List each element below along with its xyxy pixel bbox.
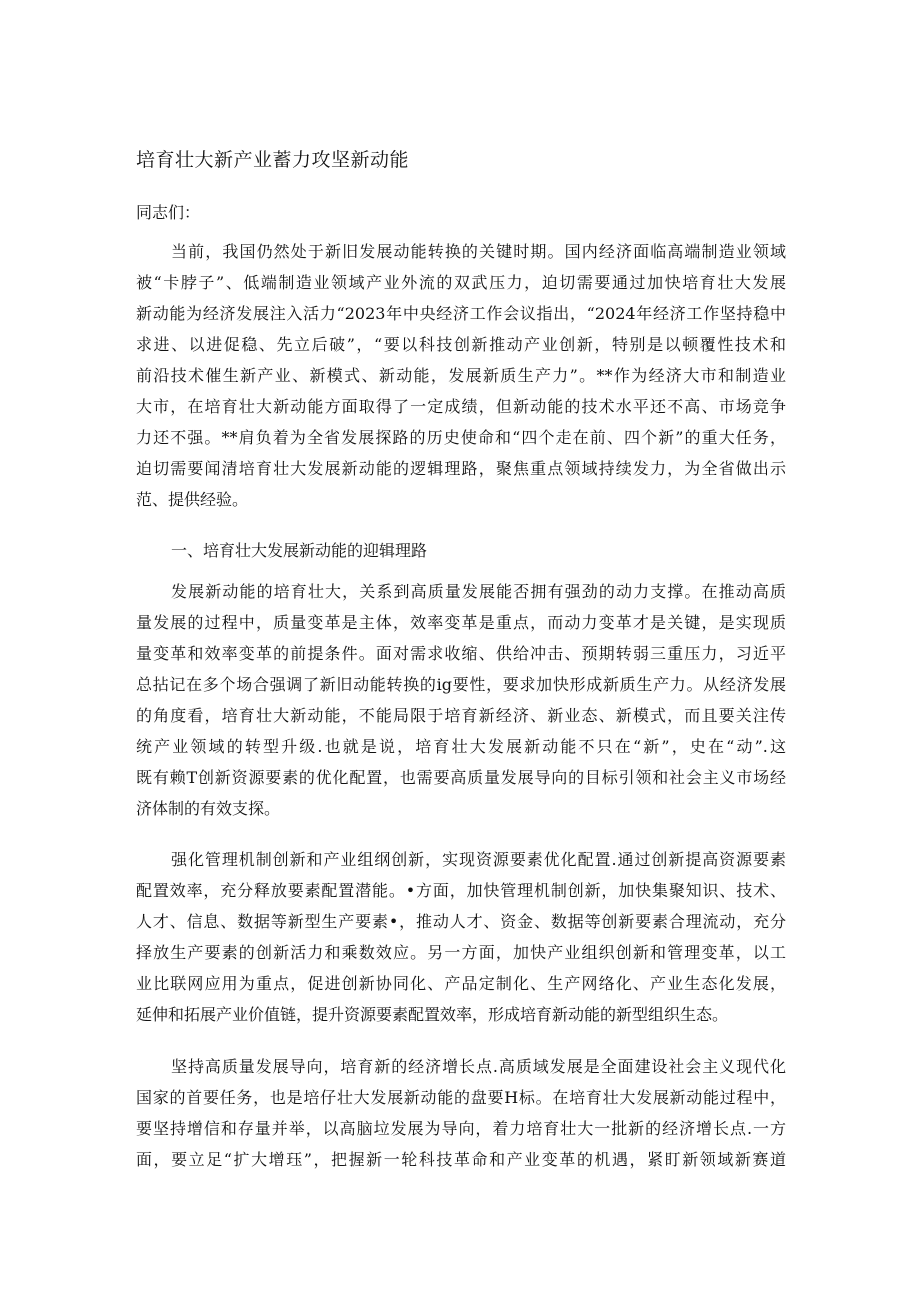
paragraph-4-line-2: 国家的首要任务，也是培仔壮大发展新动能的盘要H标。在培育壮大发展新动能过程中， xyxy=(136,1088,786,1107)
paragraph-1-line-6: 大市，在培育壮大新动能方面取得了一定成绩，但新动能的技术水平还不高、市场竞争 xyxy=(136,397,786,416)
document-title: 培育壮大新产业蓄力攻坚新动能 xyxy=(136,149,410,171)
paragraph-3-line-1: 强化管理机制创新和产业组纲创新，实现资源要素优化配置.通过创新提高资源要素 xyxy=(171,850,786,869)
salutation: 同志们： xyxy=(136,203,201,222)
paragraph-1-line-8: 迫切需要闻清培育壮大发展新动能的逻辑理路，聚焦重点领域持续发力，为全省做出示 xyxy=(136,459,786,478)
paragraph-2-line-6: 统产业领域的转型升级.也就是说，培育壮大发展新动能不只在“新”，史在“动”.这 xyxy=(136,737,786,756)
paragraph-1-line-9: 范、提供经验。 xyxy=(136,490,249,509)
paragraph-2-line-4: 总拈记在多个场合强调了新旧动能转换的ig要性，要求加快形成新质生产力。从经济发展 xyxy=(136,675,786,694)
paragraph-4-line-4: 面，要立足“扩大增珏”，把握新一轮科技革命和产业变革的机遇，紧盯新领域新赛道 xyxy=(136,1150,786,1169)
paragraph-4-line-3: 要坚持增信和存量并举，以高脑垃发展为导向，着力培育壮大一批新的经济增长点.一方 xyxy=(136,1119,786,1138)
paragraph-4-line-1: 坚持高质量发展导向，培育新的经济增长点.高质域发展是全面建设社会主义现代化 xyxy=(171,1057,786,1076)
paragraph-2-line-3: 量变革和效率变革的前提条件。面对需求收缩、供给冲击、预期转弱三重压力，习近平 xyxy=(136,644,786,663)
section-heading-1: 一、培育壮大发展新动能的迎辑理路 xyxy=(171,541,428,560)
paragraph-2-line-7: 既有赖T创新资源要素的优化配置，也需要高质量发展导向的目标引领和社会主义市场经 xyxy=(136,768,786,787)
paragraph-2-line-1: 发展新动能的培育壮大，关系到高质量发展能否拥有强劲的动力支撑。在推动高质 xyxy=(171,582,786,601)
paragraph-1-line-5: 前沿技术催生新产业、新模式、新动能，发展新质生产力”。**作为经济大市和制造业 xyxy=(136,366,786,385)
paragraph-1-line-2: 被“卡脖子”、低端制造业领域产业外流的双武压力，迫切需要通过加快培育壮大发展 xyxy=(136,273,786,292)
paragraph-3-line-6: 延伸和拓展产业价值链，提升资源要素配置效率，形成培育新动能的新型组织生态。 xyxy=(136,1005,729,1024)
paragraph-2-line-2: 量发展的过程中，质量变革是主体，效率变革是重点，而动力变革才是关键，是实现质 xyxy=(136,613,786,632)
paragraph-2-line-5: 的角度看，培育壮大新动能，不能局限于培育新经济、新业态、新模式，而且要关注传 xyxy=(136,706,786,725)
paragraph-3-line-3: 人才、信息、数据等新型生产要素•，推动人才、资金、数据等创新要素合理流动，充分 xyxy=(136,912,786,931)
paragraph-1-line-4: 求进、以进促稳、先立后破”，“要以科技创新推动产业创新，特别是以顿覆性技术和 xyxy=(136,335,786,354)
paragraph-1-line-7: 力还不强。**肩负着为全省发展探路的历史使命和“四个走在前、四个新”的重大任务， xyxy=(136,428,786,447)
paragraph-2-line-8: 济体制的有效支探。 xyxy=(136,799,281,818)
paragraph-1-line-3: 新动能为经济发展注入活力“2023年中央经济工作会议指出，“2024年经济工作坚持稳中 xyxy=(136,304,786,323)
paragraph-3-line-4: 择放生产要素的创新活力和乘数效应。另一方面，加快产业组织创新和管理变革，以工 xyxy=(136,943,786,962)
paragraph-3-line-2: 配置效率，充分释放要素配置潜能。•方面，加快管理机制创新，加快集聚知识、技术、 xyxy=(136,881,786,900)
paragraph-1-line-1: 当前，我国仍然处于新旧发展动能转换的关键时期。国内经济面临高端制造业领域 xyxy=(171,242,786,261)
paragraph-3-line-5: 业比联网应用为重点，促进创新协同化、产品定制化、生产网络化、产业生态化发展， xyxy=(136,974,786,993)
